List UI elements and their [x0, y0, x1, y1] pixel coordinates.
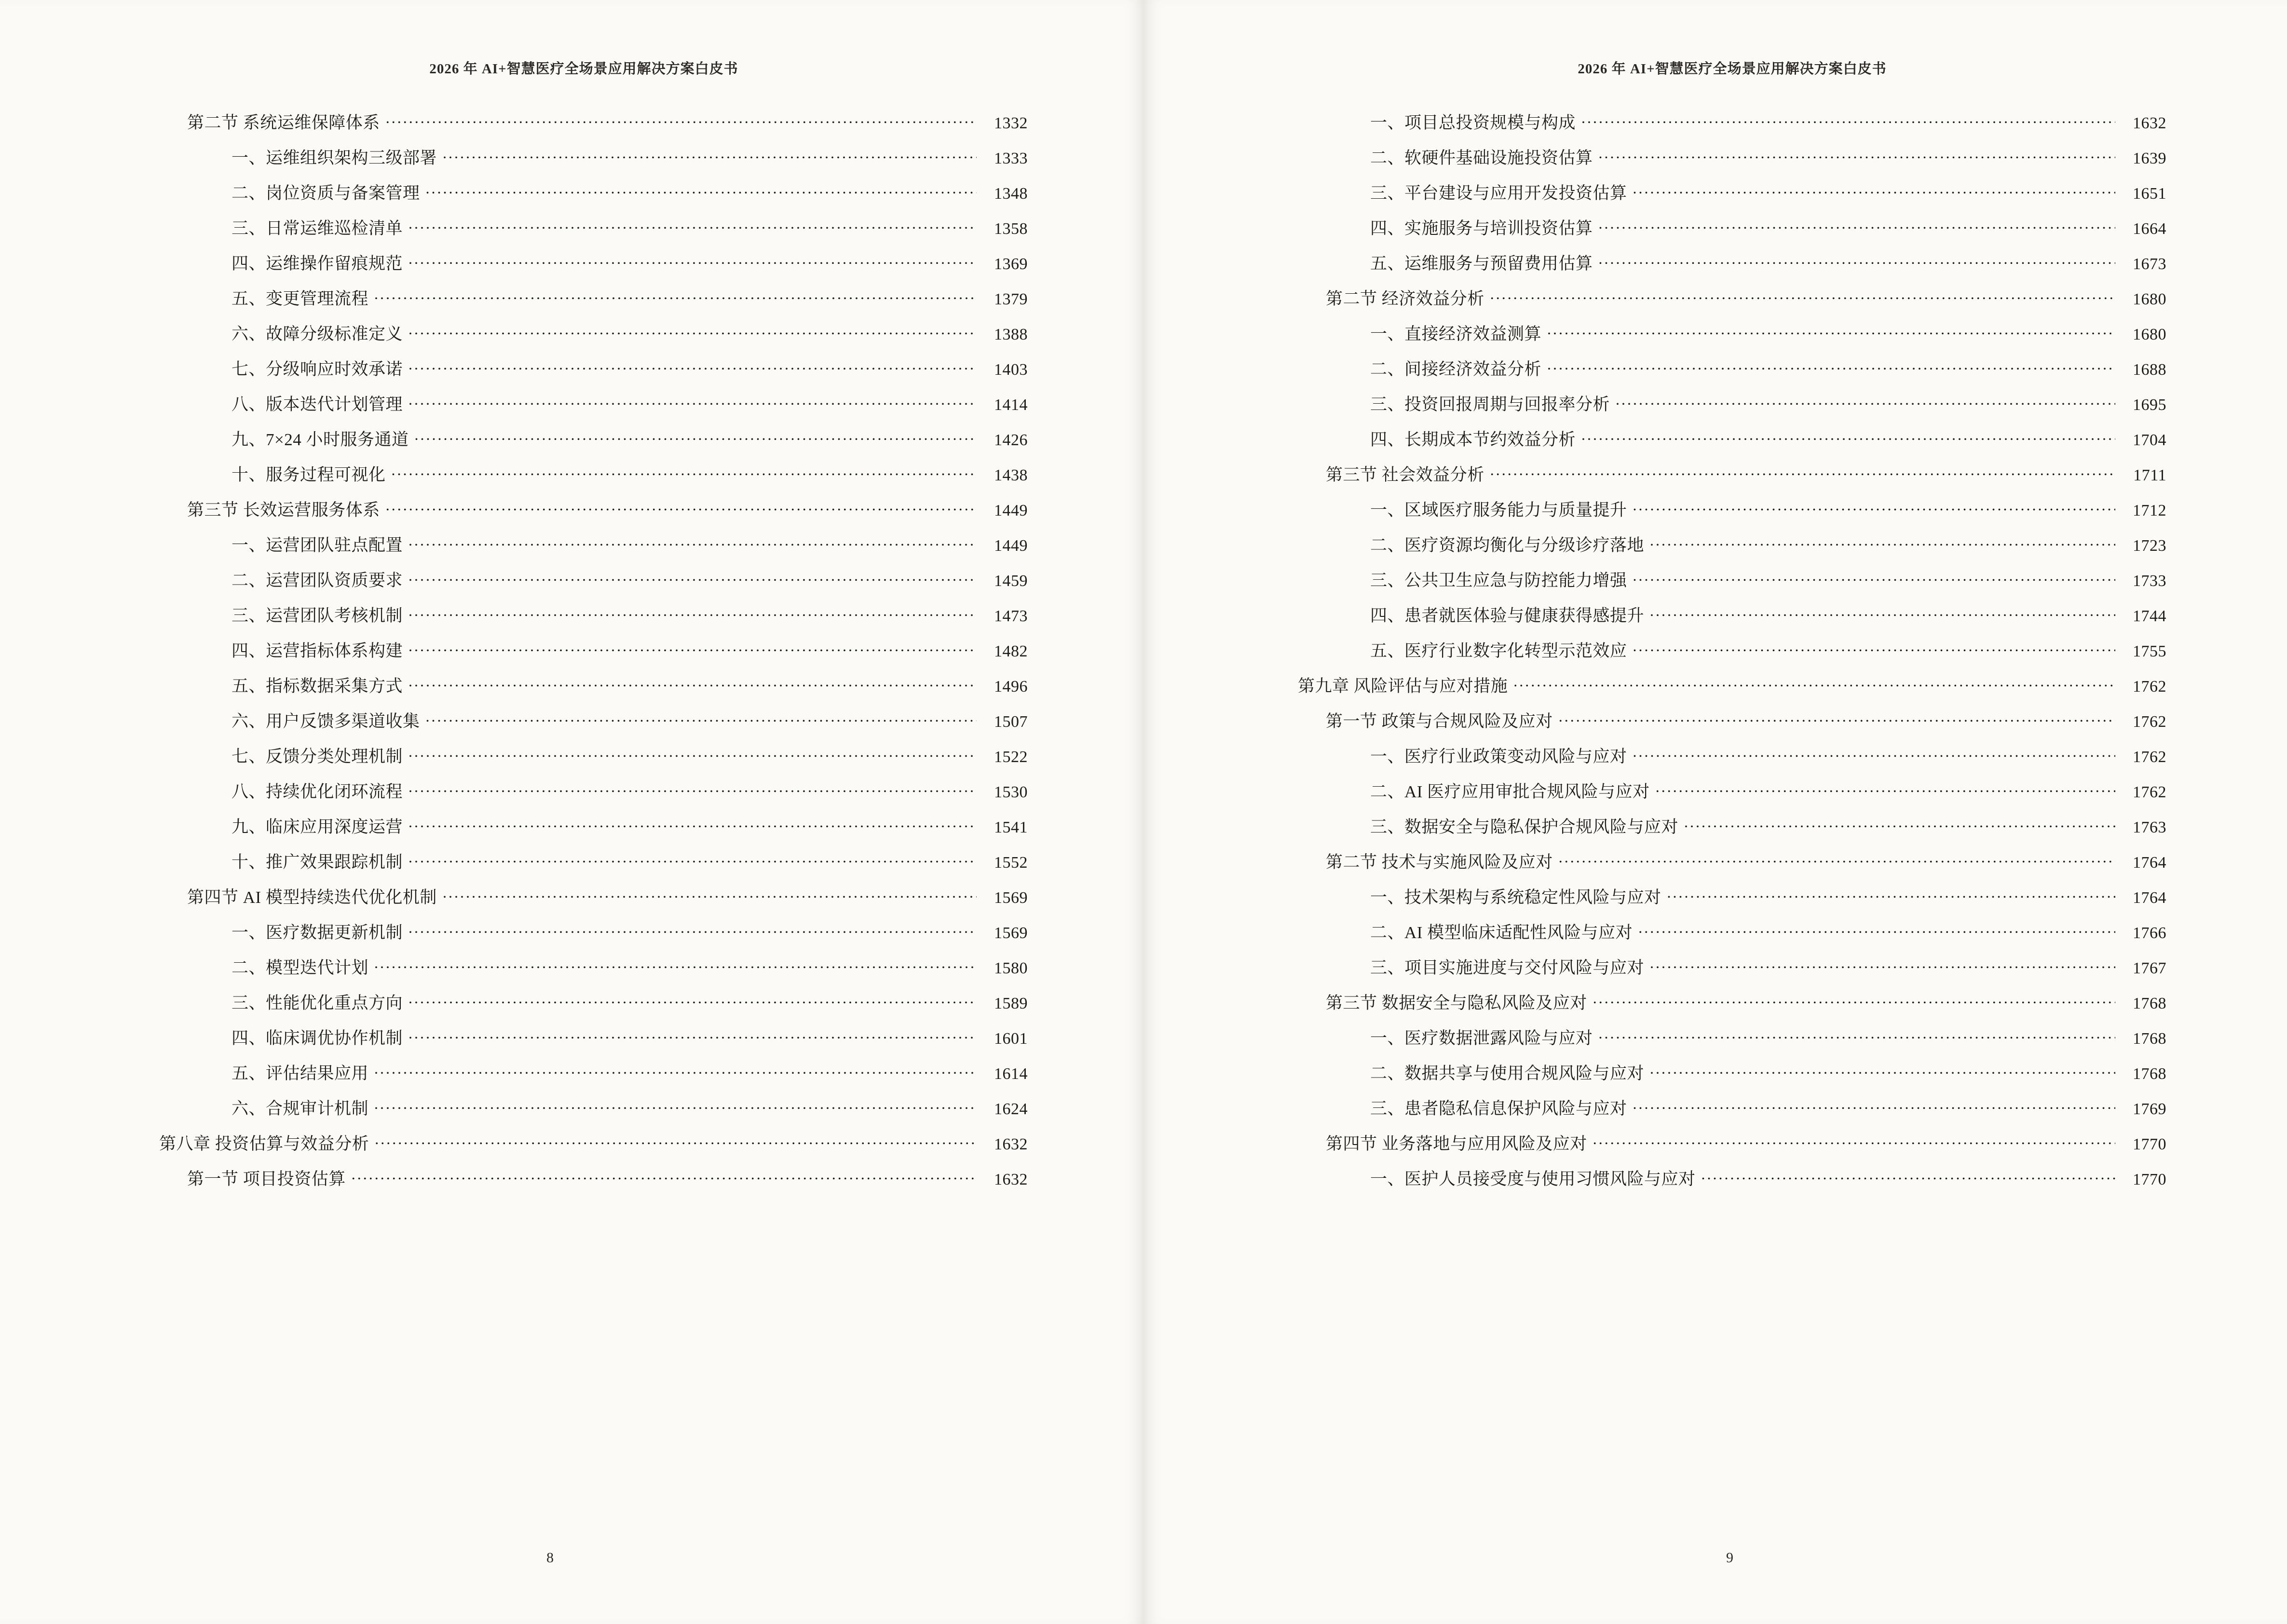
toc-entry[interactable]: [1298, 956, 2166, 977]
running-head-left: 2026 年 AI+智慧医疗全场景应用解决方案白皮书: [429, 61, 738, 77]
toc-entry-page-number: 1766: [2133, 924, 2166, 942]
toc-entry-page-number: 1673: [2133, 255, 2166, 273]
toc-entry[interactable]: [159, 640, 1028, 660]
toc-entry-label: 一、运营团队驻点配置: [231, 536, 403, 555]
toc-entry-label: 二、医疗资源均衡化与分级诊疗落地: [1370, 536, 1645, 555]
toc-entry-label: 三、数据安全与隐私保护合规风险与应对: [1370, 818, 1679, 836]
toc-leader-dots: [1599, 147, 2115, 164]
toc-entry[interactable]: [1298, 745, 2166, 765]
toc-entry-page-number: 1639: [2133, 150, 2166, 167]
toc-entry-page-number: 1379: [994, 290, 1028, 308]
toc-entry-label: 一、医疗行业政策变动风险与应对: [1370, 747, 1627, 766]
toc-entry-label: 三、性能优化重点方向: [231, 994, 403, 1012]
toc-entry[interactable]: [1298, 428, 2166, 449]
toc-entry-label: 一、区域医疗服务能力与质量提升: [1370, 501, 1627, 519]
toc-entry-page-number: 1632: [994, 1171, 1028, 1188]
toc-entry-page-number: 1632: [994, 1135, 1028, 1153]
toc-leader-dots: [1559, 851, 2115, 868]
toc-entry-page-number: 1569: [994, 889, 1028, 907]
toc-leader-dots: [374, 287, 977, 304]
toc-leader-dots: [386, 111, 977, 128]
toc-leader-dots: [408, 217, 977, 234]
toc-entry-label: 三、日常运维巡检清单: [231, 219, 403, 238]
toc-entry-page-number: 1507: [994, 713, 1028, 731]
toc-entry[interactable]: [1298, 1168, 2166, 1188]
toc-entry-label: 二、AI 医疗应用审批合规风险与应对: [1370, 782, 1650, 801]
toc-entry-label: 四、患者就医体验与健康获得感提升: [1370, 606, 1645, 625]
toc-entry-label: 六、用户反馈多渠道收集: [231, 712, 420, 731]
toc-entry-label: 七、分级响应时效承诺: [231, 360, 403, 379]
toc-entry[interactable]: [159, 569, 1028, 589]
toc-entry[interactable]: [1298, 675, 2166, 695]
toc-leader-dots: [374, 1062, 977, 1079]
toc-entry-label: 二、运营团队资质要求: [231, 571, 403, 590]
toc-entry-label: 五、评估结果应用: [231, 1064, 369, 1083]
toc-leader-dots: [1656, 780, 2115, 797]
toc-entry[interactable]: [1298, 499, 2166, 519]
toc-entry[interactable]: [1298, 393, 2166, 413]
toc-entry[interactable]: [1298, 464, 2166, 484]
toc-leader-dots: [408, 675, 977, 692]
toc-entry[interactable]: [1298, 111, 2166, 132]
toc-entry-label: 第八章 投资估算与效益分析: [159, 1134, 369, 1153]
toc-leader-dots: [1650, 534, 2115, 551]
toc-leader-dots: [408, 393, 977, 410]
toc-entry-label: 九、7×24 小时服务通道: [231, 430, 409, 449]
toc-entry[interactable]: [1298, 921, 2166, 942]
toc-leader-dots: [1650, 1062, 2115, 1079]
toc-leader-dots: [1702, 1168, 2115, 1185]
toc-leader-dots: [408, 992, 977, 1009]
toc-leader-dots: [408, 534, 977, 551]
toc-entry-label: 一、医护人员接受度与使用习惯风险与应对: [1370, 1170, 1696, 1188]
toc-entry[interactable]: [159, 217, 1028, 237]
toc-entry-page-number: 1496: [994, 678, 1028, 696]
toc-entry[interactable]: [159, 1027, 1028, 1047]
toc-leader-dots: [408, 921, 977, 938]
toc-entry[interactable]: [159, 710, 1028, 730]
toc-entry-page-number: 1651: [2133, 185, 2166, 203]
toc-entry-label: 八、版本迭代计划管理: [231, 395, 403, 414]
toc-entry-page-number: 1388: [994, 326, 1028, 343]
toc-entry-label: 第三节 数据安全与隐私风险及应对: [1326, 994, 1587, 1012]
toc-entry-label: 三、运营团队考核机制: [231, 606, 403, 625]
toc-entry-page-number: 1769: [2133, 1100, 2166, 1118]
toc-entry[interactable]: [159, 287, 1028, 308]
toc-entry-page-number: 1755: [2133, 642, 2166, 660]
toc-entry[interactable]: [159, 1097, 1028, 1118]
toc-entry-page-number: 1767: [2133, 959, 2166, 977]
toc-leader-dots: [1581, 428, 2115, 445]
toc-leader-dots: [443, 147, 977, 164]
toc-leader-dots: [1667, 886, 2115, 903]
toc-entry-page-number: 1764: [2133, 889, 2166, 907]
toc-entry-label: 四、运维操作留痕规范: [231, 254, 403, 273]
toc-entry-page-number: 1744: [2133, 607, 2166, 625]
toc-leader-dots: [408, 745, 977, 762]
toc-entry[interactable]: [1298, 1133, 2166, 1153]
toc-leader-dots: [408, 1027, 977, 1044]
toc-entry-label: 三、项目实施进度与交付风险与应对: [1370, 958, 1645, 977]
toc-entry-page-number: 1459: [994, 572, 1028, 590]
toc-entry[interactable]: [1298, 710, 2166, 730]
toc-entry-label: 五、指标数据采集方式: [231, 677, 403, 696]
toc-entry[interactable]: [1298, 569, 2166, 589]
toc-leader-dots: [1638, 921, 2115, 938]
toc-entry-label: 二、数据共享与使用合规风险与应对: [1370, 1064, 1645, 1083]
toc-entry-page-number: 1358: [994, 220, 1028, 238]
toc-entry[interactable]: [159, 1168, 1028, 1188]
toc-leader-dots: [408, 851, 977, 868]
toc-entry-page-number: 1426: [994, 431, 1028, 449]
toc-entry-label: 一、项目总投资规模与构成: [1370, 113, 1576, 132]
toc-entry-label: 第四节 业务落地与应用风险及应对: [1326, 1134, 1587, 1153]
toc-entry-page-number: 1762: [2133, 678, 2166, 696]
toc-entry[interactable]: [1298, 287, 2166, 308]
toc-leader-dots: [408, 780, 977, 797]
toc-entry-page-number: 1712: [2133, 502, 2166, 519]
toc-entry[interactable]: [159, 464, 1028, 484]
toc-entry[interactable]: [1298, 217, 2166, 237]
toc-entry[interactable]: [1298, 534, 2166, 554]
toc-entry-page-number: 1711: [2133, 466, 2166, 484]
toc-leader-dots: [408, 816, 977, 832]
toc-entry[interactable]: [159, 1133, 1028, 1153]
toc-entry[interactable]: [1298, 604, 2166, 625]
toc-entry[interactable]: [159, 992, 1028, 1012]
toc-entry-page-number: 1688: [2133, 361, 2166, 379]
toc-entry-page-number: 1449: [994, 502, 1028, 519]
toc-entry-page-number: 1762: [2133, 713, 2166, 731]
toc-leader-dots: [386, 499, 977, 516]
toc-entry[interactable]: [159, 780, 1028, 801]
toc-entry-label: 三、投资回报周期与回报率分析: [1370, 395, 1610, 414]
toc-entry[interactable]: [159, 851, 1028, 871]
toc-entry-page-number: 1762: [2133, 783, 2166, 801]
toc-entry-label: 二、软硬件基础设施投资估算: [1370, 149, 1593, 167]
toc-entry-label: 三、公共卫生应急与防控能力增强: [1370, 571, 1627, 590]
toc-entry-page-number: 1632: [2133, 114, 2166, 132]
toc-leader-dots: [1513, 675, 2115, 692]
toc-entry[interactable]: [1298, 1027, 2166, 1047]
toc-entry[interactable]: [1298, 358, 2166, 378]
toc-entry-label: 三、平台建设与应用开发投资估算: [1370, 184, 1627, 203]
toc-entry-page-number: 1449: [994, 537, 1028, 555]
toc-entry-page-number: 1580: [994, 959, 1028, 977]
toc-leader-dots: [1547, 358, 2115, 375]
toc-entry-label: 九、临床应用深度运营: [231, 818, 403, 836]
toc-entry-label: 四、临床调优协作机制: [231, 1029, 403, 1048]
folio-right: 9: [1726, 1550, 1733, 1566]
toc-entry-label: 六、故障分级标准定义: [231, 325, 403, 343]
toc-entry-page-number: 1403: [994, 361, 1028, 379]
toc-entry-label: 第二节 技术与实施风险及应对: [1326, 853, 1553, 872]
toc-entry-label: 五、运维服务与预留费用估算: [1370, 254, 1593, 273]
toc-leader-dots: [1593, 1133, 2115, 1149]
toc-entry-page-number: 1614: [994, 1065, 1028, 1083]
toc-entry-label: 二、岗位资质与备案管理: [231, 184, 420, 203]
toc-entry[interactable]: [159, 1062, 1028, 1082]
toc-entry-label: 十、推广效果跟踪机制: [231, 853, 403, 872]
toc-entry[interactable]: [159, 816, 1028, 836]
toc-entry[interactable]: [159, 323, 1028, 343]
toc-entry-page-number: 1369: [994, 255, 1028, 273]
toc-entry-page-number: 1589: [994, 995, 1028, 1012]
toc-leader-dots: [408, 604, 977, 621]
toc-leader-dots: [374, 956, 977, 973]
toc-leader-dots: [1599, 252, 2115, 269]
toc-entry[interactable]: [159, 252, 1028, 273]
toc-leader-dots: [1581, 111, 2115, 128]
toc-leader-dots: [1490, 287, 2115, 304]
toc-entry-page-number: 1762: [2133, 748, 2166, 766]
toc-entry-label: 三、患者隐私信息保护风险与应对: [1370, 1099, 1627, 1118]
toc-leader-dots: [408, 323, 977, 340]
toc-entry-label: 第九章 风险评估与应对措施: [1298, 677, 1508, 696]
toc-entry[interactable]: [1298, 640, 2166, 660]
toc-entry[interactable]: [159, 499, 1028, 519]
toc-entry-page-number: 1569: [994, 924, 1028, 942]
toc-entry-label: 一、医疗数据更新机制: [231, 923, 403, 942]
toc-entry-page-number: 1438: [994, 466, 1028, 484]
toc-entry[interactable]: [1298, 1062, 2166, 1082]
toc-entry-page-number: 1482: [994, 642, 1028, 660]
toc-leader-dots: [392, 464, 977, 480]
toc-leader-dots: [1650, 956, 2115, 973]
toc-entry[interactable]: [1298, 886, 2166, 906]
toc-leader-dots: [408, 569, 977, 586]
toc-leader-dots: [408, 358, 977, 375]
toc-entry-page-number: 1333: [994, 150, 1028, 167]
toc-leader-dots: [1593, 992, 2115, 1009]
toc-entry-page-number: 1704: [2133, 431, 2166, 449]
toc-list-left: [159, 111, 1028, 1188]
toc-leader-dots: [1633, 1097, 2115, 1114]
toc-entry-page-number: 1348: [994, 185, 1028, 203]
toc-entry[interactable]: [159, 182, 1028, 202]
toc-entry-page-number: 1530: [994, 783, 1028, 801]
toc-entry-label: 六、合规审计机制: [231, 1099, 369, 1118]
toc-leader-dots: [1650, 604, 2115, 621]
toc-entry-label: 七、反馈分类处理机制: [231, 747, 403, 766]
toc-entry-label: 一、运维组织架构三级部署: [231, 149, 437, 167]
toc-entry-label: 第一节 政策与合规风险及应对: [1326, 712, 1553, 731]
toc-entry-page-number: 1680: [2133, 326, 2166, 343]
toc-entry[interactable]: [159, 393, 1028, 413]
toc-entry-label: 四、实施服务与培训投资估算: [1370, 219, 1593, 238]
toc-entry-label: 五、变更管理流程: [231, 289, 369, 308]
toc-entry[interactable]: [159, 604, 1028, 625]
toc-entry[interactable]: [159, 111, 1028, 132]
toc-entry-page-number: 1541: [994, 819, 1028, 836]
toc-entry-page-number: 1680: [2133, 290, 2166, 308]
toc-entry-label: 一、医疗数据泄露风险与应对: [1370, 1029, 1593, 1048]
toc-leader-dots: [1490, 464, 2115, 480]
toc-leader-dots: [1599, 1027, 2115, 1044]
toc-entry[interactable]: [1298, 252, 2166, 273]
toc-leader-dots: [408, 640, 977, 656]
toc-entry-page-number: 1768: [2133, 1065, 2166, 1083]
toc-entry-page-number: 1733: [2133, 572, 2166, 590]
toc-leader-dots: [1559, 710, 2115, 727]
toc-entry-page-number: 1664: [2133, 220, 2166, 238]
toc-entry[interactable]: [159, 921, 1028, 942]
toc-entry-label: 五、医疗行业数字化转型示范效应: [1370, 641, 1627, 660]
page-right: [1144, 0, 2287, 1624]
toc-entry-page-number: 1770: [2133, 1171, 2166, 1188]
toc-leader-dots: [1633, 182, 2115, 199]
toc-leader-dots: [426, 710, 977, 727]
toc-entry-label: 一、技术架构与系统稳定性风险与应对: [1370, 888, 1661, 907]
toc-entry-label: 二、AI 模型临床适配性风险与应对: [1370, 923, 1633, 942]
toc-entry-page-number: 1723: [2133, 537, 2166, 555]
toc-leader-dots: [408, 252, 977, 269]
toc-entry-page-number: 1764: [2133, 854, 2166, 872]
toc-entry[interactable]: [1298, 992, 2166, 1012]
toc-entry-page-number: 1770: [2133, 1135, 2166, 1153]
toc-entry-label: 第二节 系统运维保障体系: [187, 113, 380, 132]
toc-entry[interactable]: [159, 428, 1028, 449]
toc-leader-dots: [443, 886, 977, 903]
toc-entry-label: 四、运营指标体系构建: [231, 641, 403, 660]
toc-entry[interactable]: [1298, 323, 2166, 343]
toc-entry-label: 第二节 经济效益分析: [1326, 289, 1484, 308]
running-head-right: 2026 年 AI+智慧医疗全场景应用解决方案白皮书: [1578, 61, 1887, 77]
toc-entry[interactable]: [159, 675, 1028, 695]
toc-leader-dots: [375, 1133, 977, 1149]
toc-entry-page-number: 1601: [994, 1030, 1028, 1048]
toc-leader-dots: [374, 1097, 977, 1114]
toc-leader-dots: [1633, 569, 2115, 586]
toc-entry-label: 第三节 长效运营服务体系: [187, 501, 380, 519]
toc-leader-dots: [1633, 640, 2115, 656]
toc-entry[interactable]: [159, 147, 1028, 167]
toc-entry[interactable]: [159, 956, 1028, 977]
toc-leader-dots: [1633, 499, 2115, 516]
toc-entry-page-number: 1473: [994, 607, 1028, 625]
toc-entry[interactable]: [1298, 1097, 2166, 1118]
toc-entry-label: 第一节 项目投资估算: [187, 1170, 346, 1188]
toc-entry[interactable]: [159, 886, 1028, 906]
toc-leader-dots: [352, 1168, 977, 1185]
toc-leader-dots: [1599, 217, 2115, 234]
toc-leader-dots: [1616, 393, 2115, 410]
toc-entry-page-number: 1768: [2133, 1030, 2166, 1048]
toc-leader-dots: [415, 428, 977, 445]
toc-entry-page-number: 1332: [994, 114, 1028, 132]
toc-entry[interactable]: [159, 745, 1028, 765]
toc-leader-dots: [426, 182, 977, 199]
toc-leader-dots: [1633, 745, 2115, 762]
toc-entry-label: 第三节 社会效益分析: [1326, 465, 1484, 484]
toc-entry-label: 二、间接经济效益分析: [1370, 360, 1542, 379]
toc-entry-label: 十、服务过程可视化: [231, 465, 386, 484]
toc-entry[interactable]: [159, 534, 1028, 554]
toc-entry-label: 八、持续优化闭环流程: [231, 782, 403, 801]
toc-entry[interactable]: [1298, 780, 2166, 801]
toc-leader-dots: [1684, 816, 2115, 832]
toc-entry[interactable]: [159, 358, 1028, 378]
toc-entry[interactable]: [1298, 816, 2166, 836]
toc-entry-page-number: 1552: [994, 854, 1028, 872]
toc-entry-label: 第四节 AI 模型持续迭代优化机制: [187, 888, 437, 907]
toc-entry-page-number: 1522: [994, 748, 1028, 766]
toc-list-right: [1298, 111, 2166, 1188]
folio-left: 8: [546, 1550, 554, 1566]
toc-entry-label: 四、长期成本节约效益分析: [1370, 430, 1576, 449]
toc-entry[interactable]: [1298, 182, 2166, 202]
toc-entry[interactable]: [1298, 147, 2166, 167]
toc-entry-page-number: 1768: [2133, 995, 2166, 1012]
toc-entry-label: 一、直接经济效益测算: [1370, 325, 1542, 343]
toc-leader-dots: [1547, 323, 2115, 340]
toc-entry-label: 二、模型迭代计划: [231, 958, 369, 977]
toc-entry-page-number: 1624: [994, 1100, 1028, 1118]
toc-entry-page-number: 1414: [994, 396, 1028, 414]
toc-entry[interactable]: [1298, 851, 2166, 871]
toc-entry-page-number: 1695: [2133, 396, 2166, 414]
toc-entry-page-number: 1763: [2133, 819, 2166, 836]
